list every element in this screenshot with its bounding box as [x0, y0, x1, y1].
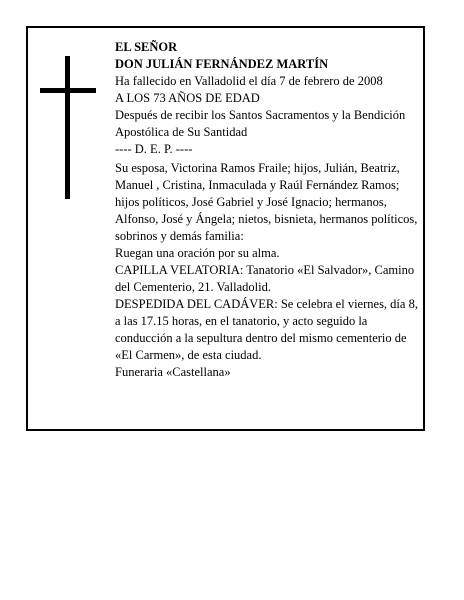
chapel-info: CAPILLA VELATORIA: Tanatorio «El Salvador», Camino del Cementerio, 21. Valladolid. — [115, 263, 415, 294]
obituary-notice — [26, 26, 425, 431]
death-line: Ha fallecido en Valladolid el día 7 de febrero de 2008 — [115, 74, 383, 88]
farewell-info: DESPEDIDA DEL CADÁVER: Se celebra el viernes, día 8, a las 17.15 horas, en el tanatorio, y acto seguido la conducción a la sepultura dentro del mismo cementerio de «El Carmen», de esta ciudad. — [115, 297, 418, 362]
funeral-home: Funeraria «Castellana» — [115, 365, 231, 379]
cross-vertical-bar — [65, 56, 70, 199]
prayer-line: Ruegan una oración por su alma. — [115, 246, 280, 260]
rip-line: ---- D. E. P. ---- — [115, 142, 193, 156]
cross-horizontal-bar — [40, 88, 96, 93]
family-list: Su esposa, Victorina Ramos Fraile; hijos, Julián, Beatriz, Manuel , Cristina, Inmaculada y Raúl Fernández Ramos; hijos políticos, José Gabriel y José Ignacio; hermanos, Alfonso, José y Ángela; nietos, bisnieta, hermanos políticos, sobrinos y demás familia: — [115, 161, 418, 243]
cross-icon — [40, 56, 96, 199]
deceased-name: DON JULIÁN FERNÁNDEZ MARTÍN — [115, 57, 329, 71]
sacraments-line: Después de recibir los Santos Sacramentos y la Bendición Apostólica de Su Santidad — [115, 108, 406, 139]
obituary-text — [115, 39, 421, 381]
honorific: EL SEÑOR — [115, 40, 178, 54]
age-line: A LOS 73 AÑOS DE EDAD — [115, 91, 260, 105]
